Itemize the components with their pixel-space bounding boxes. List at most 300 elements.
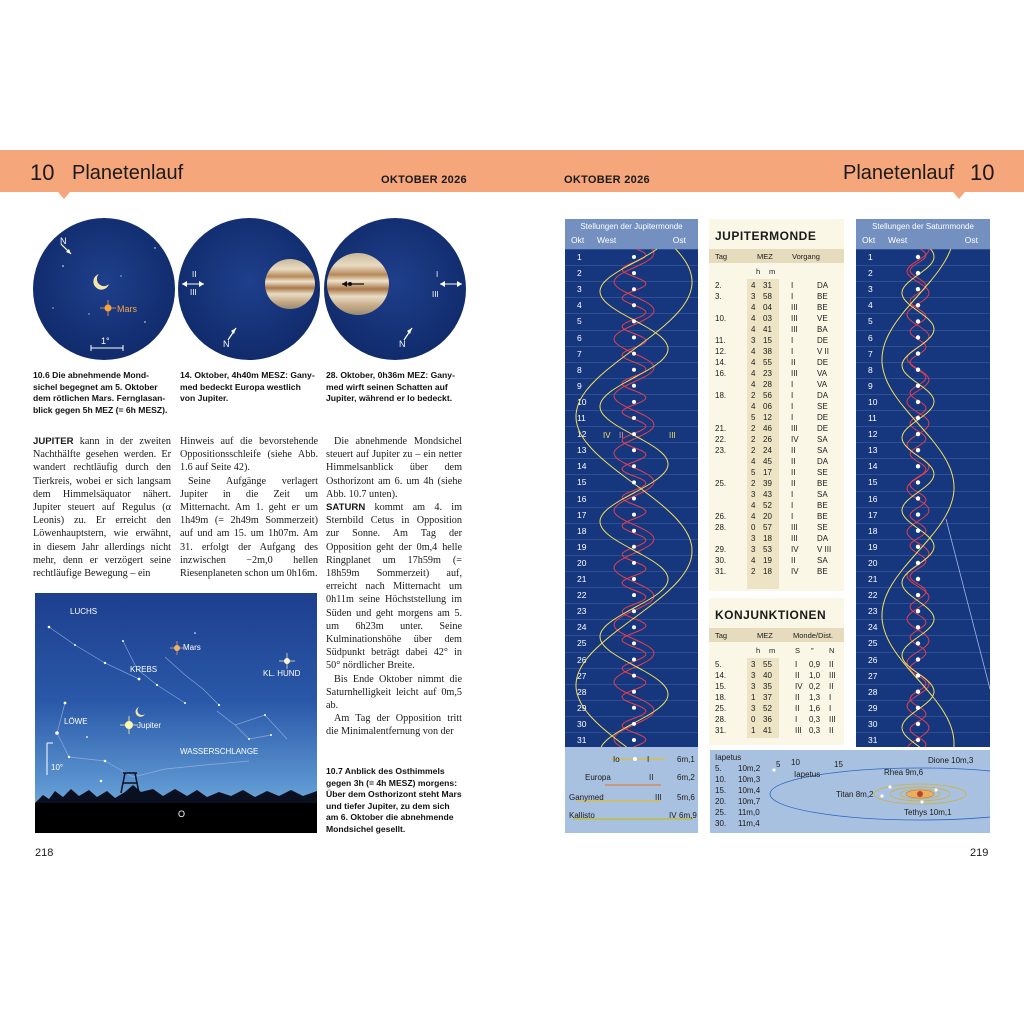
jupiter-marker (632, 690, 636, 694)
unit-h: h (756, 267, 761, 276)
table-title: JUPITERMONDE (715, 229, 817, 243)
label-kl-hund: KL. HUND (263, 669, 301, 678)
table-cell: 4 (751, 402, 756, 411)
panel-title: Stellungen der Jupitermonde (580, 222, 683, 231)
col-tag: Tag (715, 631, 728, 640)
col-west: West (888, 235, 908, 245)
table-row (709, 314, 844, 325)
jupiter-marker (632, 319, 636, 323)
table-cell: SE (817, 468, 828, 477)
table-cell: II (829, 682, 834, 691)
table-cell: III (791, 523, 798, 532)
saturn-marker (916, 738, 920, 742)
page-number-right: 219 (970, 847, 989, 859)
moon-crescent (93, 274, 109, 290)
moon-mars-view (33, 218, 175, 360)
table-cell: 3 (751, 682, 756, 691)
north-label: N (399, 339, 406, 349)
unit-m: m (769, 267, 776, 276)
table-cell: 2 (751, 479, 756, 488)
table-cell: 23 (763, 369, 772, 378)
day-label: 12 (577, 429, 587, 440)
table-cell: BE (817, 501, 828, 510)
table-cell: I (791, 402, 794, 411)
legend-kallisto: Kallisto (569, 811, 595, 820)
paragraph: Am Tag der Opposition tritt die Minimalentfernung von der (326, 713, 462, 738)
jupiter-marker (632, 464, 636, 468)
paragraph: kommt am 4. im Sternbild Cetus in Opposition zur Sonne. Am Tag der Opposition geht der 0m,4 helle Ringplanet um 17h59m (= 18h59m Sommerzeit) auf, erreicht nach Mitternacht um 0h11m seine Höchststellung im Süden und geht morgens am 5. um 6h23m unter. Seine Kulminationshöhe über dem Südpunkt beträgt dabei 42° in 50° nördlicher Breite. (326, 502, 463, 672)
day-label: 20 (868, 557, 878, 568)
rhea-label: Rhea 9m,6 (884, 768, 924, 777)
day-label: 23 (577, 606, 587, 617)
orbit-day: 10 (791, 758, 800, 767)
jupiter-marker (632, 545, 636, 549)
table-cell: SA (817, 435, 828, 444)
jupiter-marker (632, 497, 636, 501)
col-west: West (597, 235, 617, 245)
day-label: 22 (868, 590, 878, 601)
saturn-marker (916, 335, 920, 339)
saturn-marker (916, 561, 920, 565)
table-cell: 31. (715, 567, 727, 576)
day-label: 5 (577, 316, 582, 327)
saturn-marker (916, 690, 920, 694)
table-cell: 2 (751, 567, 756, 576)
saturn-marker (916, 271, 920, 275)
table-cell: 0,9 (809, 660, 821, 669)
table-row (709, 501, 844, 512)
table-cell: 41 (763, 325, 772, 334)
table-cell: BE (817, 512, 828, 521)
jupiter-marker (632, 529, 636, 533)
table-row (709, 303, 844, 314)
legend-kallisto-mag: 6m,9 (679, 811, 697, 820)
day-label: 21 (577, 574, 587, 584)
jupiter-marker (632, 368, 636, 372)
table-cell: 25. (715, 479, 727, 488)
table-cell: SA (817, 490, 828, 499)
day-label: 4 (577, 300, 582, 311)
chapter-title-right: Planetenlauf (843, 162, 955, 184)
day-label: 21 (868, 574, 878, 584)
table-cell: BE (817, 292, 828, 301)
iapetus-day: 20. (715, 797, 727, 806)
day-label: 12 (868, 429, 878, 440)
table-cell: 1 (751, 726, 756, 735)
iapetus-day: 25. (715, 808, 727, 817)
table-cell: 19 (763, 556, 772, 565)
table-cell: II (791, 479, 796, 488)
table-row (709, 512, 844, 523)
table-cell: 46 (763, 424, 772, 433)
jupiter-moon-positions (565, 219, 698, 747)
jupiter-marker (632, 513, 636, 517)
table-cell: II (791, 556, 796, 565)
day-label: 3 (868, 284, 873, 295)
table-cell: 3 (751, 534, 756, 543)
table-cell: 15 (763, 336, 772, 345)
table-cell: 28. (715, 715, 727, 724)
caption-line: Über dem Osthorizont steht Mars (326, 789, 462, 799)
iapetus-track (946, 519, 990, 689)
table-cell: 41 (763, 726, 772, 735)
jupiter-moon-legend (565, 747, 698, 833)
caption-line: 14. Oktober, 4h40m MESZ: Gany- (180, 370, 315, 380)
table-cell: 37 (763, 693, 772, 702)
konjunktionen-table (709, 598, 844, 745)
day-label: 10 (577, 396, 587, 407)
jupiter-marker (632, 416, 636, 420)
table-cell: II (829, 726, 834, 735)
table-cell: BA (817, 325, 828, 334)
keyword-saturn: SATURN (326, 502, 366, 514)
legend-ganymed-roman: III (655, 793, 662, 802)
saturn-marker (916, 625, 920, 629)
table-cell: 2 (751, 446, 756, 455)
iapetus-day: 10. (715, 775, 727, 784)
table-cell: I (791, 347, 794, 356)
table-cell: 52 (763, 704, 772, 713)
saturn-marker (916, 609, 920, 613)
dione-label: Dione 10m,3 (928, 756, 974, 765)
table-header (709, 249, 844, 263)
saturn-marker (916, 577, 920, 581)
table-row (709, 358, 844, 369)
table-cell: 3 (751, 660, 756, 669)
table-cell: 20 (763, 512, 772, 521)
day-label: 30 (868, 718, 878, 729)
caption-14-oktober (180, 370, 320, 405)
paragraph: Die abnehmende Mondsichel steuert auf Jupiter zu – ein netter Himmelsanblick über dem Osthorizont am 6. um 4h (siehe Abb. 10.7 unten). (326, 436, 462, 500)
table-cell: 23. (715, 446, 727, 455)
table-cell: 4 (751, 380, 756, 389)
table-cell: DA (817, 391, 829, 400)
ganymed-shadow-view (324, 218, 466, 360)
table-cell: 4 (751, 325, 756, 334)
day-label: 31 (577, 735, 587, 745)
unit-arcsec: ″ (811, 646, 814, 655)
table-cell: 17 (763, 468, 772, 477)
table-cell: 11. (715, 336, 726, 345)
caption-10-7 (326, 766, 466, 835)
table-row (709, 468, 844, 479)
table-cell: 10. (715, 314, 727, 323)
table-row (709, 490, 844, 501)
table-cell: 3 (751, 671, 756, 680)
day-label: 25 (868, 638, 878, 649)
table-cell: 03 (763, 314, 772, 323)
caption-line: med bedeckt Europa westlich (180, 381, 301, 392)
table-cell: 53 (763, 545, 772, 554)
table-cell: 28 (763, 380, 772, 389)
table-row (709, 292, 844, 303)
table-cell: III (791, 534, 798, 543)
table-cell: 2. (715, 281, 722, 290)
saturn-marker (916, 480, 920, 484)
table-row (709, 693, 844, 704)
saturn-marker (916, 384, 920, 388)
day-label: 16 (868, 493, 878, 504)
table-cell: 31 (763, 281, 772, 290)
day-label: 26 (577, 654, 587, 665)
jupiter-marker (632, 480, 636, 484)
table-cell: I (829, 693, 832, 702)
horizon-label: O (178, 809, 186, 819)
text-column-1 (33, 435, 171, 580)
table-cell: 1,3 (809, 693, 821, 702)
saturn-marker (916, 351, 920, 355)
day-label: 16 (577, 493, 587, 504)
table-cell: 1 (751, 693, 756, 702)
table-cell: 26. (715, 512, 727, 521)
table-cell: 40 (763, 671, 772, 680)
moon-crescent (136, 707, 145, 717)
keyword-jupiter: JUPITER (33, 436, 74, 447)
table-cell: 5 (751, 413, 756, 422)
jupiter-marker (632, 255, 636, 259)
day-label: 2 (577, 268, 582, 279)
jupiter-marker (632, 674, 636, 678)
table-cell: 18. (715, 693, 727, 702)
table-cell: III (791, 314, 798, 323)
table-cell: II (795, 671, 800, 680)
jupiter-marker (632, 577, 636, 581)
caption-line: dem rötlichen Mars. Fernglasan- (33, 393, 166, 403)
saturn-orbit-diagram (710, 750, 990, 833)
label-ii: II (619, 431, 624, 440)
table-cell: 18 (763, 534, 772, 543)
caption-line: gegen 3h (= 4h MESZ) morgens: (326, 777, 458, 788)
scale-label: 1° (101, 336, 110, 346)
table-cell: 45 (763, 457, 772, 466)
legend-ganymed-mag: 5m,6 (677, 793, 695, 802)
day-label: 5 (868, 316, 873, 327)
label-iv: IV (603, 431, 611, 440)
day-label: 2 (868, 268, 873, 279)
iapetus-label: Iapetus (794, 770, 821, 779)
col-mez: MEZ (757, 252, 773, 261)
saturn-marker (916, 545, 920, 549)
day-label: 29 (577, 702, 587, 713)
table-cell: VE (817, 314, 828, 323)
day-label: 25 (577, 638, 587, 649)
day-label: 23 (868, 606, 878, 617)
table-row (709, 715, 844, 726)
table-cell: 5 (751, 468, 756, 477)
col-okt: Okt (571, 235, 585, 245)
day-label: 30 (577, 718, 587, 729)
table-cell: II (795, 693, 800, 702)
table-cell: I (791, 292, 794, 301)
table-cell: SE (817, 402, 828, 411)
jupiter-marker (632, 336, 636, 340)
table-cell: II (795, 704, 800, 713)
month-right: OKTOBER 2026 (564, 174, 650, 186)
day-label: 17 (577, 509, 587, 520)
iapetus-mag: 10m,7 (738, 797, 761, 806)
legend-ganymed: Ganymed (569, 793, 604, 802)
table-cell: 3 (751, 336, 756, 345)
table-cell: I (791, 380, 794, 389)
table-cell: 4 (751, 303, 756, 312)
table-cell: III (791, 424, 798, 433)
day-label: 8 (577, 364, 582, 375)
table-cell: 3 (751, 545, 756, 554)
day-label: 3 (577, 284, 582, 295)
saturn-marker (916, 416, 920, 420)
iapetus-mag: 10m,2 (738, 764, 761, 773)
table-cell: IV (791, 435, 799, 444)
table-cell: I (791, 391, 794, 400)
day-label: 19 (577, 541, 587, 552)
saturn-body (917, 791, 923, 797)
jupiter-marker (632, 400, 636, 404)
table-cell: 29. (715, 545, 727, 554)
table-cell: II (791, 468, 796, 477)
table-row (709, 336, 844, 347)
table-cell: I (791, 490, 794, 499)
label-jupiter: Jupiter (137, 721, 162, 730)
table-row (709, 545, 844, 556)
table-cell: I (791, 413, 794, 422)
iapetus-day: 15. (715, 786, 727, 795)
table-cell: 14. (715, 671, 727, 680)
paragraph: kann in der zweiten Nachthälfte gesehen werden. Er wandert rechtläufig durch den Tierkreis, wobei er sich langsam dem Himmelsäquator nähert. Jupiter steuert auf Regulus (α Leonis) zu. Er erreicht den Löwenhauptstern, wie erwähnt, in diesem Jahr allerdings nicht mehr, denn er verzögert seine rechtläufige Bewegung – ein (33, 436, 171, 580)
legend-europa-roman: II (649, 773, 654, 782)
table-row (709, 325, 844, 336)
saturn-moon-positions (856, 219, 990, 747)
table-cell: 12. (715, 347, 727, 356)
table-row (709, 726, 844, 737)
moon-label-i: I (436, 270, 439, 279)
table-cell: II (791, 457, 796, 466)
jupitermonde-table (709, 219, 844, 591)
table-cell: I (791, 501, 794, 510)
jupiter-marker (632, 448, 636, 452)
day-label: 18 (868, 525, 878, 536)
table-cell: 4 (751, 457, 756, 466)
table-cell: 0,3 (809, 726, 821, 735)
day-label: 27 (577, 670, 587, 681)
table-cell: SE (817, 523, 828, 532)
paragraph: Seine Aufgänge verlagert Jupiter in die Zeit um Mitternacht. Am 1. geht er um 1h49m (= 2h49m Sommerzeit) auf und am 15. um 1h07m. Am 31. erfolgt der Aufgang des inzwischen −2m,0 hellen Riesenplaneten schon um 0h16m. (180, 475, 318, 580)
unit-n: N (829, 646, 835, 655)
iapetus-title: Iapetus (715, 753, 742, 762)
day-label: 27 (868, 670, 878, 681)
saturn-marker (916, 368, 920, 372)
legend-io-roman: I (647, 755, 650, 764)
table-cell: BE (817, 567, 828, 576)
chapter-title-left: Planetenlauf (72, 162, 184, 184)
day-label: 9 (868, 380, 873, 391)
legend-europa: Europa (585, 773, 611, 782)
table-row (709, 704, 844, 715)
jupiter-marker (632, 287, 636, 291)
north-label: N (60, 236, 67, 246)
table-cell: V III (817, 545, 832, 554)
day-label: 29 (868, 702, 878, 713)
table-cell: 06 (763, 402, 772, 411)
table-cell: 55 (763, 358, 772, 367)
table-cell: 43 (763, 490, 772, 499)
label-mars: Mars (183, 643, 201, 652)
saturn-marker (916, 448, 920, 452)
table-cell: II (791, 358, 796, 367)
table-cell: III (829, 715, 836, 724)
table-row (709, 424, 844, 435)
table-row (709, 369, 844, 380)
titan-label: Titan 8m,2 (836, 790, 874, 799)
table-cell: IV (791, 567, 799, 576)
unit-h: h (756, 646, 761, 655)
table-cell: 52 (763, 501, 772, 510)
table-cell: 24 (763, 446, 772, 455)
header-tick-left (58, 192, 70, 199)
table-cell: 56 (763, 391, 772, 400)
jupiter-disc (265, 259, 315, 309)
table-row (709, 402, 844, 413)
table-cell: 28. (715, 523, 727, 532)
col-mez: MEZ (757, 631, 773, 640)
text-column-2 (180, 435, 318, 580)
saturn-marker (916, 529, 920, 533)
jupiter-marker (632, 641, 636, 645)
caption-line: med wirft seinen Schatten auf (326, 381, 448, 392)
north-label: N (223, 339, 230, 349)
caption-line: am 6. Oktober die abnehmende (326, 812, 454, 822)
jupiter-marker (632, 352, 636, 356)
jupiter-marker (632, 271, 636, 275)
table-cell: 2 (751, 391, 756, 400)
table-row (709, 671, 844, 682)
table-cell: DE (817, 424, 829, 433)
caption-line: 10.6 Die abnehmende Mond- (33, 370, 150, 380)
col-vorgang: Vorgang (792, 252, 820, 261)
iapetus-mag: 11m,4 (738, 819, 760, 828)
iapetus-day: 5. (715, 764, 722, 773)
day-label: 26 (868, 654, 878, 665)
caption-line: sichel begegnet am 5. Oktober (33, 381, 158, 392)
table-row (709, 347, 844, 358)
table-cell: 4 (751, 358, 756, 367)
table-row (709, 435, 844, 446)
moon-label-iii: III (190, 288, 197, 297)
day-label: 8 (868, 364, 873, 375)
table-cell: 04 (763, 303, 772, 312)
table-row (709, 534, 844, 545)
day-label: 14 (577, 461, 587, 472)
table-cell: 38 (763, 347, 772, 356)
iapetus-mag: 10m,4 (738, 786, 761, 795)
col-ost: Ost (672, 235, 686, 245)
caption-line: und tiefer Jupiter, zu dem sich (326, 800, 450, 811)
table-cell: 18 (763, 567, 772, 576)
table-cell: 0 (751, 715, 756, 724)
saturn-marker (916, 722, 920, 726)
table-cell: V II (817, 347, 830, 356)
table-cell: 3 (751, 292, 756, 301)
caption-line: von Jupiter. (180, 393, 229, 403)
table-cell: 4 (751, 369, 756, 378)
saturn-marker (916, 706, 920, 710)
table-cell: II (791, 446, 796, 455)
day-label: 10 (868, 396, 878, 407)
legend-europa-mag: 6m,2 (677, 773, 695, 782)
day-label: 24 (577, 622, 587, 633)
table-cell: 35 (763, 682, 772, 691)
legend-io-mag: 6m,1 (677, 755, 695, 764)
mars-label: Mars (117, 304, 137, 314)
